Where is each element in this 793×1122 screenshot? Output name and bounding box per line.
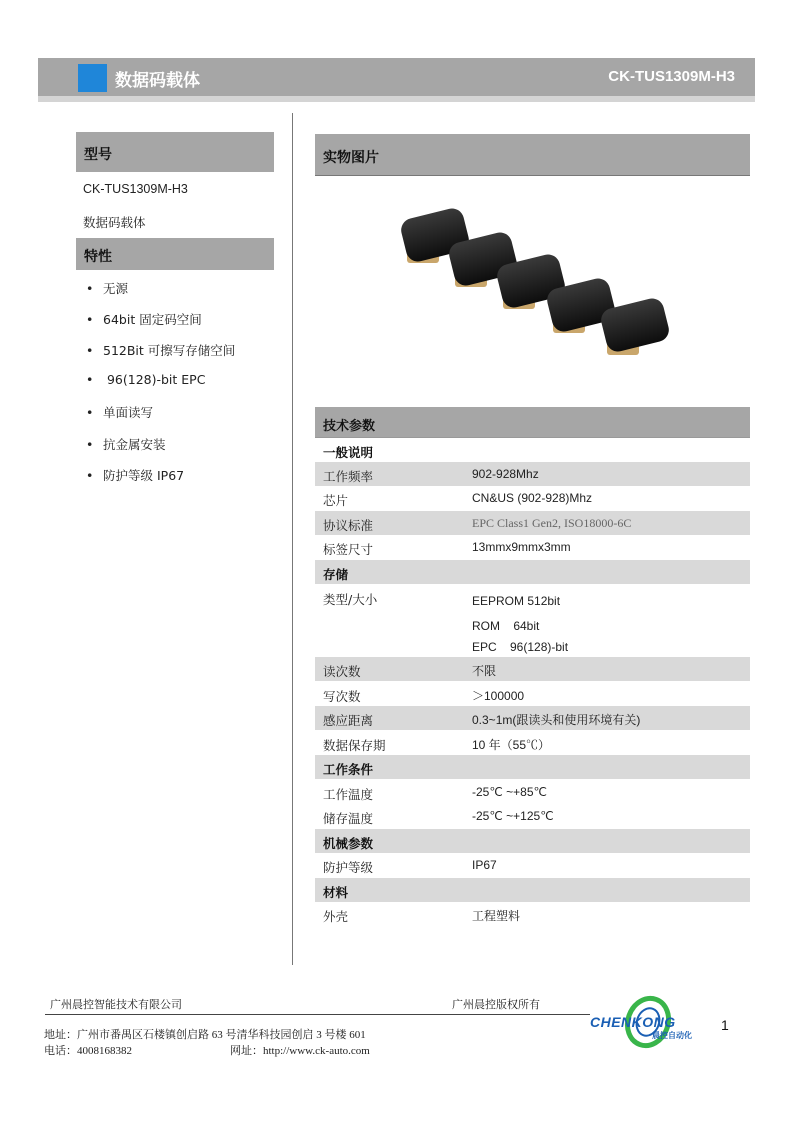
page-number: 1: [721, 1017, 729, 1033]
footer-phone: 电话：4008168382: [44, 1045, 132, 1057]
photo-heading-bar: [315, 134, 750, 175]
param-value: 10 年（55℃）: [472, 738, 551, 752]
param-key: 类型/大小: [323, 592, 378, 607]
header-square-icon: [78, 64, 107, 92]
feature-text: 抗金属安装: [103, 437, 166, 452]
section-label: 一般说明: [323, 445, 374, 460]
footer-website: 网址：http://www.ck-auto.com: [230, 1045, 370, 1057]
feature-text: 无源: [103, 281, 129, 296]
param-row: [315, 780, 750, 804]
column-divider: [292, 113, 293, 965]
tech-heading: 技术参数: [323, 419, 376, 434]
feature-item: • 防护等级 IP67: [86, 468, 185, 483]
param-key: 防护等级: [323, 860, 374, 875]
feature-text: 64bit 固定码空间: [103, 312, 202, 327]
param-row: [315, 731, 750, 755]
section-label: 存储: [323, 567, 349, 582]
section-storage: [315, 560, 750, 584]
param-value: 902-928Mhz: [472, 467, 539, 481]
param-value: CN&US (902-928)Mhz: [472, 491, 593, 505]
param-row: [315, 535, 750, 559]
product-photo: [395, 205, 695, 360]
header-model: CK-TUS1309M-H3: [608, 68, 735, 85]
param-value: 13mmx9mmx3mm: [472, 540, 571, 554]
param-value: IP67: [472, 858, 497, 872]
feature-text: 防护等级 IP67: [103, 468, 185, 483]
param-row: [315, 462, 750, 486]
features-heading-bar: [76, 238, 274, 270]
feature-text: 512Bit 可擦写存储空间: [103, 343, 236, 358]
param-row: [315, 682, 750, 706]
tech-heading-bar: [315, 407, 750, 437]
param-row: [315, 657, 750, 681]
param-key: 协议标准: [323, 518, 374, 533]
feature-text: 96(128)-bit EPC: [103, 372, 206, 387]
param-value: EEPROM 512bit: [472, 594, 561, 608]
logo-text: CHENKONG: [590, 1014, 676, 1030]
section-general: [315, 438, 750, 462]
photo-heading-underline: [315, 175, 750, 176]
param-row: [315, 511, 750, 535]
feature-item: • 无源: [86, 281, 129, 296]
param-key: 芯片: [323, 493, 349, 508]
param-value: EPC Class1 Gen2, ISO18000-6C: [472, 516, 632, 530]
footer-company: 广州晨控智能技术有限公司: [50, 999, 182, 1011]
footer-copyright: 广州晨控版权所有: [452, 999, 540, 1011]
feature-item: • 单面读写: [86, 405, 154, 420]
param-value: -25℃ ~+125℃: [472, 809, 554, 823]
section-label: 工作条件: [323, 762, 374, 777]
model-code: CK-TUS1309M-H3: [83, 182, 188, 196]
section-working: [315, 755, 750, 779]
param-key: 工作频率: [323, 469, 374, 484]
feature-item: • 抗金属安装: [86, 437, 166, 452]
feature-text: 单面读写: [103, 405, 154, 420]
header-shadow: [38, 96, 755, 102]
param-row: [315, 486, 750, 510]
feature-item: • 96(128)-bit EPC: [86, 372, 206, 387]
param-row: [315, 902, 750, 926]
param-value: 工程塑料: [472, 909, 521, 923]
param-row: [315, 853, 750, 877]
param-row: [315, 706, 750, 730]
logo-subtext: 晨控自动化: [652, 1031, 692, 1040]
param-key: 读次数: [323, 664, 361, 679]
footer-divider: [45, 1014, 590, 1015]
footer-address: 地址：广州市番禺区石楼镇创启路 63 号清华科技园创启 3 号楼 601: [44, 1029, 366, 1041]
section-material: [315, 878, 750, 902]
param-value: EPC 96(128)-bit: [472, 640, 569, 654]
param-key: 工作温度: [323, 787, 374, 802]
section-mechanical: [315, 829, 750, 853]
param-key: 标签尺寸: [323, 542, 374, 557]
param-key: 数据保存期: [323, 738, 386, 753]
param-key: 外壳: [323, 909, 349, 924]
param-value: 0.3~1m(跟读头和使用环境有关): [472, 713, 641, 727]
model-heading: 型号: [84, 147, 112, 163]
features-heading: 特性: [84, 249, 112, 265]
param-value: 不限: [472, 664, 497, 678]
header-title: 数据码载体: [115, 71, 200, 91]
section-label: 材料: [323, 885, 349, 900]
param-key: 写次数: [323, 689, 361, 704]
photo-heading: 实物图片: [323, 150, 379, 166]
company-logo: [588, 992, 713, 1050]
model-type: 数据码载体: [83, 215, 146, 230]
model-heading-bar: [76, 132, 274, 172]
feature-item: • 64bit 固定码空间: [86, 312, 202, 327]
feature-item: • 512Bit 可擦写存储空间: [86, 343, 236, 358]
param-key: 储存温度: [323, 811, 374, 826]
section-label: 机械参数: [323, 836, 374, 851]
param-value: ROM 64bit: [472, 619, 540, 633]
param-value: ＞100000: [472, 689, 525, 703]
param-key: 感应距离: [323, 713, 374, 728]
param-row: [315, 804, 750, 828]
param-value: -25℃ ~+85℃: [472, 785, 547, 799]
